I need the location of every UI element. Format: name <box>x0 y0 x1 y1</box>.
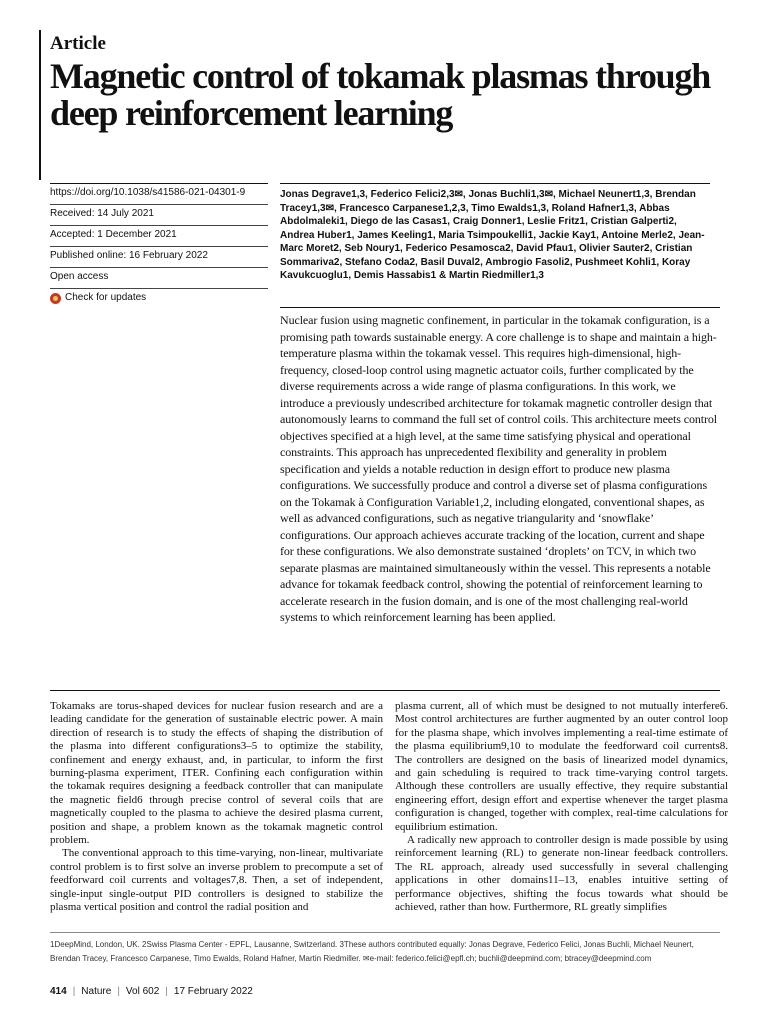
abstract: Nuclear fusion using magnetic confinement, in particular in the tokamak configuration, is a promising path towards sustainable energy. A core challenge is to shape and maintain a high-temperature plasma within the tokamak vessel. This requires high-dimensional, high-frequency, closed-loop control using magnetic actuator coils, further complicated by the diverse requirements across a wide range of plasma configurations. In this work, we introduce a previously undescribed architecture for tokamak magnetic controller design that autonomously learns to command the full set of control coils. This architecture meets control objectives specified at a high level, at the same time satisfying physical and operational constraints. This approach has unprecedented flexibility and generality in problem specification and yields a notable reduction in design effort to produce new plasma configurations. We successfully produce and control a diverse set of plasma configurations on the Tokamak à Configuration Variable1,2, including elongated, conventional shapes, as well as advanced configurations, such as negative triangularity and ‘snowflake’ configurations. Our approach achieves accurate tracking of the location, current and shape for these configurations. We also demonstrate sustained ‘droplets’ on TCV, in which two separate plasmas are maintained simultaneously within the vessel. This represents a notable advance for tokamak feedback control, showing the potential of reinforcement learning to accelerate research in the fusion domain, and is one of the most challenging real-world systems to which reinforcement learning has been applied. <box>280 307 720 626</box>
footnote-divider <box>50 932 720 933</box>
article-type-label: Article <box>50 33 106 54</box>
check-updates-label: Check for updates <box>65 292 147 303</box>
doi-link[interactable]: https://doi.org/10.1038/s41586-021-04301-9 <box>50 183 268 204</box>
body-paragraph: plasma current, all of which must be designed to not mutually interfere6. Most control architectures are further augmented by an outer control loop for the plasma shape, which involves implementing a real-time estimate of the plasma equilibrium9,10 to modulate the feedforward coil currents8. The controllers are designed on the basis of linearized model dynamics, and gain scheduling is required to track time-varying control targets. Although these controllers are usually effective, they require substantial engineering effort, design effort and expertise whenever the target plasma configuration is changed, together with complex, real-time calculations for equilibrium estimation. <box>395 700 728 833</box>
issue-date: 17 February 2022 <box>173 986 253 997</box>
body-paragraph: Tokamaks are torus-shaped devices for nuclear fusion research and are a leading candidate for the generation of sustainable electric power. A main direction of research is to study the effects of shaping the distribution of the plasma into different configurations3–5 to optimize the stability, confinement and energy exhaust, and, in particular, to inform the first burning-plasma experiment, ITER. Confining each configuration within the tokamak requires designing a feedback controller that can manipulate the magnetic field6 through precise control of several coils that are magnetically coupled to the plasma to achieve the desired plasma current, position and shape, a problem known as the tokamak magnetic control problem. <box>50 700 383 847</box>
affiliations-footnote: 1DeepMind, London, UK. 2Swiss Plasma Center - EPFL, Lausanne, Switzerland. 3These authors contributed equally: Jonas Degrave, Federico Felici, Jonas Buchli, Michael Neunert, Brendan Tracey, Francesco Carpanese, Timo Ewalds, Roland Hafner, Martin Riedmiller. ✉e-mail: federico.felici@epfl.ch; buchli@deepmind.com; btracey@deepmind.com <box>50 940 694 963</box>
page-footer: 414 | Nature | Vol 602 | 17 February 2022 <box>50 986 253 997</box>
body-column-right <box>395 700 728 915</box>
accepted-date: Accepted: 1 December 2021 <box>50 225 268 246</box>
check-updates-icon <box>50 293 61 304</box>
check-for-updates-button[interactable] <box>50 288 268 309</box>
published-date: Published online: 16 February 2022 <box>50 246 268 267</box>
author-list <box>280 183 710 283</box>
section-divider <box>50 690 720 691</box>
journal-volume: Vol 602 <box>125 986 160 997</box>
article-title: Magnetic control of tokamak plasmas through deep reinforcement learning <box>50 56 711 133</box>
received-date: Received: 14 July 2021 <box>50 204 268 225</box>
body-paragraph: The conventional approach to this time-varying, non-linear, multivariate control problem is to first solve an inverse problem to precompute a set of feedforward coil currents and voltages7,8. Then, a set of independent, single-input single-output PID controllers is designed to stabilize the plasma vertical position and control the radial position and <box>50 847 383 914</box>
left-vertical-rule <box>39 30 41 180</box>
journal-name: Nature <box>81 986 112 997</box>
authors-text: Jonas Degrave1,3, Federico Felici2,3✉, Jonas Buchli1,3✉, Michael Neunert1,3, Brendan Tracey1,3✉, Francesco Carpanese1,2,3, Timo Ewalds1,3, Roland Hafner1,3, Abbas Abdolmaleki1, Diego de las Casas1, Craig Donner1, Leslie Fritz1, Cristian Galperti2, Andrea Huber1, James Keeling1, Maria Tsimpoukelli1, Jackie Kay1, Antoine Merle2, Jean-Marc Moret2, Seb Noury1, Federico Pesamosca2, David Pfau1, Olivier Sauter2, Cristian Sommariva2, Stefano Coda2, Basil Duval2, Ambrogio Fasoli2, Pushmeet Kohli1, Koray Kavukcuoglu1, Demis Hassabis1 & Martin Riedmiller1,3 <box>280 189 705 281</box>
body-column-left <box>50 700 383 915</box>
article-metadata <box>50 183 268 309</box>
open-access-label: Open access <box>50 267 268 288</box>
body-paragraph: A radically new approach to controller design is made possible by using reinforcement learning (RL) to generate non-linear feedback controllers. The RL approach, already used successfully in several challenging applications in other domains11–13, enables intuitive setting of performance objectives, shifting the focus towards what should be achieved, rather than how. Furthermore, RL greatly simplifies <box>395 834 728 914</box>
page-number: 414 <box>50 986 67 997</box>
